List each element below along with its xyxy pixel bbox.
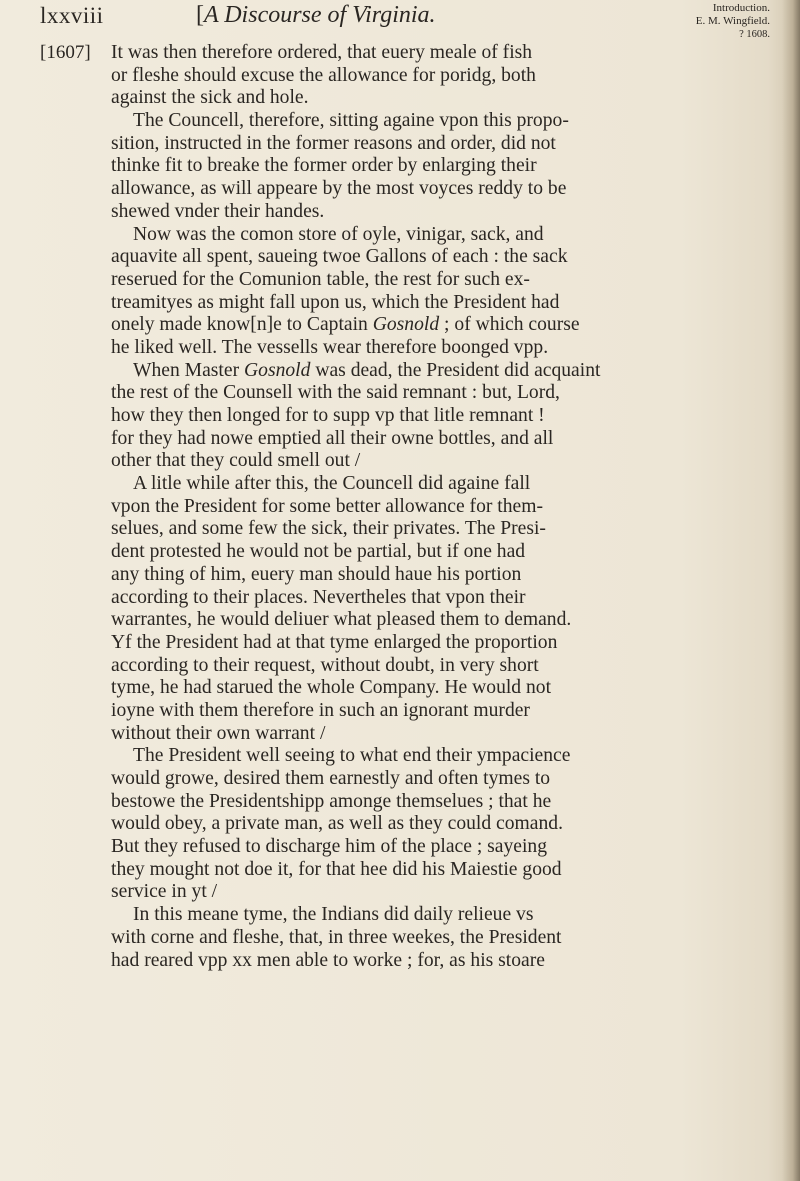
- text-line: would growe, desired them earnestly and often tymes to: [111, 768, 551, 789]
- text-line: for they had nowe emptied all their owne bottles, and all: [111, 427, 554, 449]
- side-note-date: ? 1608.: [739, 29, 770, 40]
- text-line: In this meane tyme, the Indians did daily relieue vs: [133, 904, 534, 926]
- text-line: vpon the President for some better allowance for them-: [111, 495, 544, 517]
- running-title-text: A Discourse of Virginia.: [204, 2, 436, 28]
- text-line: according to their request, without doubt, in very short: [111, 654, 539, 676]
- text-line: treamityes as might fall upon us, which the President had: [111, 291, 560, 313]
- text-line: service in yt /: [111, 881, 218, 903]
- text-line: without their own warrant /: [111, 722, 326, 744]
- line-end: was dead, the President did acquaint: [310, 359, 601, 381]
- text-line: they mought not doe it, for that hee did his Maiestie good: [111, 858, 562, 880]
- text-line: aquavite all spent, saueing twoe Gallons of each : the sack: [111, 246, 568, 268]
- side-note-author: E. M. Wingfield.: [695, 15, 770, 27]
- text-line: A litle while after this, the Councell did againe fall: [133, 473, 531, 495]
- text-line: warrantes, he would deliuer what pleased them to demand.: [111, 609, 572, 631]
- text-line: any thing of him, euery man should haue his portion: [111, 563, 522, 585]
- text-line: according to their places. Nevertheles that vpon their: [111, 586, 526, 608]
- text-line: The President well seeing to what end their ympacience: [133, 745, 571, 767]
- text-line: sition, instructed in the former reasons and order, did not: [111, 132, 556, 154]
- side-note-introduction: Introduction.: [712, 2, 770, 14]
- text-line: tyme, he had starued the whole Company. He would not: [111, 677, 552, 699]
- text-line: the rest of the Counsell with the said remnant : but, Lord,: [111, 382, 560, 404]
- text-line: [111, 360, 765, 383]
- running-title: [196, 2, 436, 29]
- body-text: [111, 42, 765, 972]
- text-line: Now was the comon store of oyle, vinigar, sack, and: [133, 223, 544, 245]
- text-line: selues, and some few the sick, their privates. The Presi-: [111, 518, 546, 540]
- side-note: [660, 2, 770, 41]
- text-line: he liked well. The vessells wear therefore boonged vpp.: [111, 336, 549, 358]
- text-line: thinke fit to breake the former order by enlarging their: [111, 155, 537, 177]
- text-line: had reared vpp xx men able to worke ; for, as his stoare: [111, 949, 545, 971]
- text-line: The Councell, therefore, sitting againe vpon this propo-: [133, 110, 569, 132]
- text-line: It was then therefore ordered, that euery meale of fish: [111, 42, 533, 63]
- text-line: against the sick and hole.: [111, 87, 309, 109]
- page-number: lxxviii: [40, 3, 104, 28]
- text-line: or fleshe should excuse the allowance for poridg, both: [111, 64, 536, 86]
- person-name: Gosnold: [244, 359, 311, 381]
- text-line: other that they could smell out /: [111, 450, 361, 472]
- text-line: Yf the President had at that tyme enlarged the proportion: [111, 631, 558, 653]
- text-line: shewed vnder their handes.: [111, 200, 325, 222]
- text-line: [111, 314, 765, 337]
- text-line: But they refused to discharge him of the place ; sayeing: [111, 836, 548, 858]
- margin-year: [1607]: [40, 42, 91, 63]
- title-bracket: [: [196, 2, 204, 28]
- page-edge-shadow: [782, 0, 800, 1181]
- text-line: dent protested he would not be partial, but if one had: [111, 541, 526, 563]
- text-line: how they then longed for to supp vp that litle remnant !: [111, 405, 545, 426]
- line-start: When Master: [133, 359, 244, 381]
- line-start: onely made know[n]e to Captain: [111, 314, 373, 336]
- text-line: allowance, as will appeare by the most voyces reddy to be: [111, 178, 567, 200]
- text-line: would obey, a private man, as well as they could comand.: [111, 813, 563, 835]
- line-end: ; of which course: [439, 314, 580, 336]
- text-line: bestowe the Presidentshipp amonge themselues ; that he: [111, 790, 552, 812]
- text-line: with corne and fleshe, that, in three weekes, the President: [111, 926, 562, 948]
- text-line: ioyne with them therefore in such an ignorant murder: [111, 699, 530, 721]
- person-name: Gosnold: [372, 314, 440, 336]
- text-line: reserued for the Comunion table, the rest for such ex-: [111, 268, 530, 290]
